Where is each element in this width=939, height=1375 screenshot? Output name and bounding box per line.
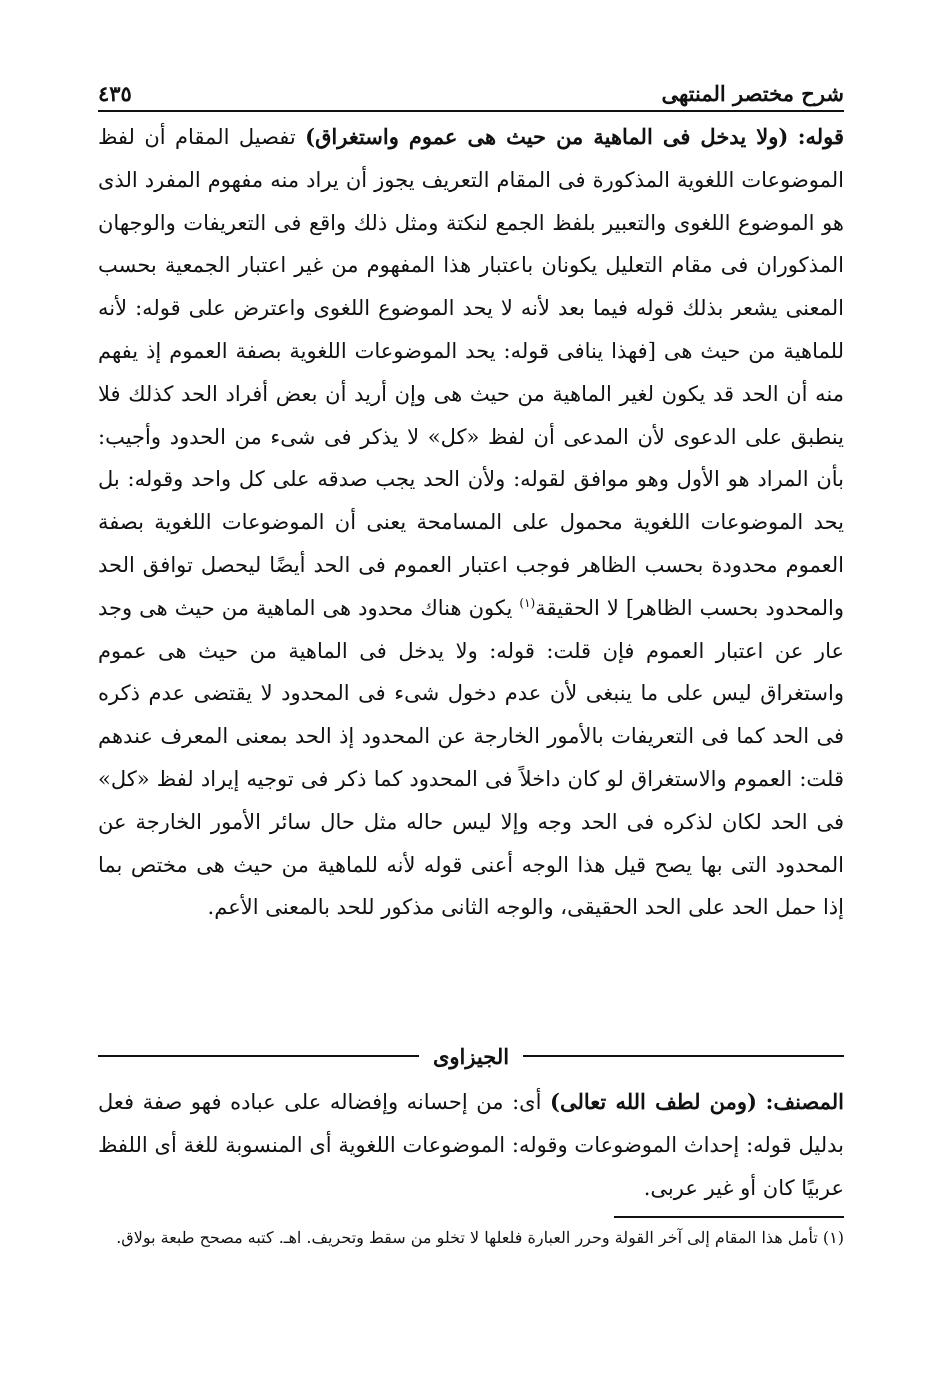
author-quoted-phrase: (ومن لطف الله تعالى): [550, 1089, 757, 1114]
footnote: (١) تأمل هذا المقام إلى آخر القولة وحرر العبارة فلعلها لا تخلو من سقط وتحريف. اهـ. كتبه مصحح طبعة بولاق.: [116, 1228, 844, 1247]
author-paragraph: [98, 1081, 844, 1209]
lead-label: قوله:: [797, 124, 844, 149]
running-title: شرح مختصر المنتهى: [661, 81, 844, 106]
commentary-paragraph: [98, 116, 844, 929]
quoted-phrase: (ولا يدخل فى الماهية من حيث هى عموم واستغراق): [305, 124, 789, 149]
section-divider: [98, 1041, 844, 1071]
page-header: [98, 70, 844, 112]
page-number: ٤٣٥: [98, 81, 132, 106]
author-lead-label: المصنف:: [765, 1089, 844, 1114]
section-author-label: الجيزاوى: [432, 1043, 510, 1069]
footnote-rule: [614, 1216, 844, 1218]
author-body-text: أى: من إحسانه وإفضاله على عباده فهو صفة فعل بدليل قوله: إحداث الموضوعات وقوله: الموضوعات اللغوية أى المنسوبة للغة أى اللفظ عربيًا كان أو غير عربى.: [98, 1090, 844, 1200]
body-text: تفصيل المقام أن لفظ الموضوعات اللغوية المذكورة فى المقام التعريف يجوز أن يراد منه مفهوم المفرد الذى هو الموضوع اللغوى والتعبير بلفظ الجمع لنكتة ومثل ذلك واقع فى التعريفات والوجهان المذكوران فى مقام التعليل يكونان باعتبار هذا المفهوم من غير اعتبار الجمعية بحسب المعنى يشعر بذلك قوله فيما بعد لأنه لا يحد الموضوع اللغوى واعترض على قوله: لأنه للماهية من حيث هى [فهذا ينافى قوله: يحد الموضوعات اللغوية بصفة العموم إذ يفهم منه أن الحد قد يكون لغير الماهية من حيث هى وإن أريد أن بعض أفراد الحد كذلك فلا ينطبق على الدعوى لأن المدعى أن لفظ «كل» لا يذكر فى شىء من الحدود وأجيب: بأن المراد هو الأول وهو موافق لقوله: ولأن الحد يجب صدقه على كل واحد وقوله: بل يحد الموضوعات اللغوية محمول على المسامحة يعنى أن الموضوعات اللغوية بصفة العموم محدودة بحسب الظاهر فوجب اعتبار العموم فى الحد أيضًا ليحصل توافق الحد والمحدود بحسب الظاهر] لا الحقيقة: [98, 125, 844, 620]
footnote-marker: (١): [519, 595, 536, 610]
body-text-continued: يكون هناك محدود هى الماهية من حيث هى وجد عار عن اعتبار العموم فإن قلت: قوله: ولا يدخل فى الماهية من حيث هى عموم واستغراق ليس على ما ينبغى لأن عدم دخول شىء فى المحدود لا يقتضى عدم ذكره فى الحد كما فى التعريفات بالأمور الخارجة عن المحدود إذ الحد بمعنى المعرف عندهم قلت: العموم والاستغراق لو كان داخلاً فى المحدود كما ذكر فى توجيه إيراد لفظ «كل» فى الحد لكان لذكره فى الحد وجه وإلا ليس حاله مثل حال سائر الأمور الخارجة عن المحدود التى بها يصح قيل هذا الوجه أعنى قوله لأنه للماهية من حيث هى مختص بما إذا حمل الحد على الحد الحقيقى، والوجه الثانى مذكور للحد بالمعنى الأعم.: [98, 595, 844, 920]
divider-rule-left: [98, 1055, 419, 1057]
divider-rule-right: [523, 1055, 844, 1057]
